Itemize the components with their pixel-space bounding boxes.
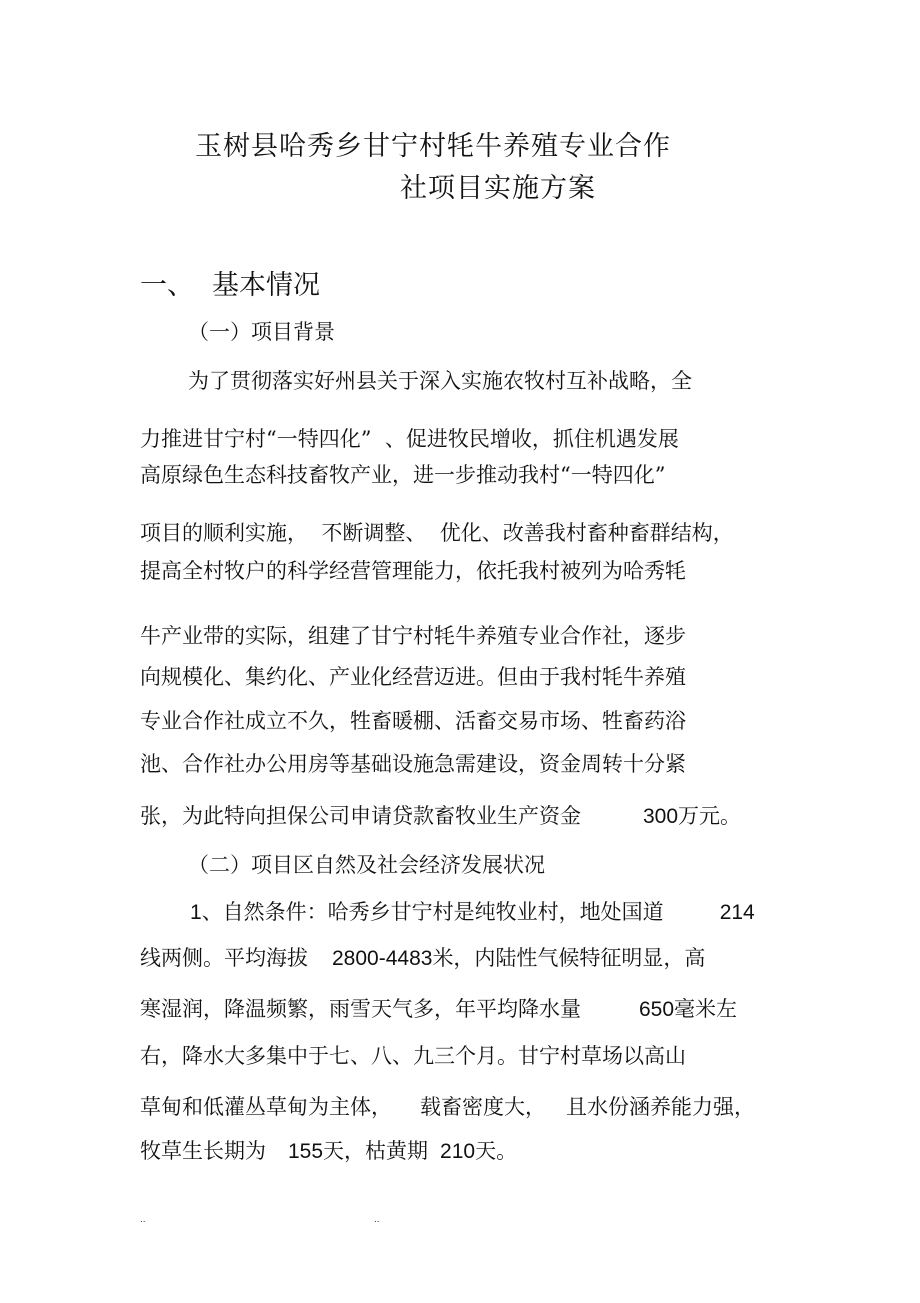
paragraph-line: 高原绿色生态科技畜牧产业，进一步推动我村“一特四化” [140,463,666,487]
document-title-line-1: 玉树县哈秀乡甘宁村牦牛养殖专业合作 [195,131,671,162]
paragraph-text: 天。 [475,1139,518,1163]
paragraph2-line-1 [190,899,755,926]
paragraph-line: 向规模化、集约化、产业化经营迈进。但由于我村牦牛养殖 [140,665,686,689]
loan-unit: 万元。 [678,804,742,828]
section-number: 一、 [140,270,194,301]
footer-mark-left: .. [140,1214,146,1225]
paragraph-text: 草甸和低灌丛草甸为主体， [140,1095,392,1119]
paragraph-text: 、自然条件：哈秀乡甘宁村是纯牧业村，地处国道 [201,900,664,924]
road-number: 214 [719,901,755,924]
paragraph-text: 张，为此特向担保公司申请贷款畜牧业生产资金 [140,804,581,828]
subsection-heading-2: （二）项目区自然及社会经济发展状况 [188,853,545,877]
paragraph-line: 提高全村牧户的科学经营管理能力，依托我村被列为哈秀牦 [140,559,686,583]
item-number: 1 [190,901,202,924]
paragraph-line: 项目的顺利实施， 不断调整、 优化、改善我村畜种畜群结构， [140,521,734,545]
paragraph-text: 天，枯黄期 [323,1139,429,1163]
paragraph2-line-3 [140,996,737,1023]
paragraph2-line-2 [140,945,705,972]
paragraph-line: 专业合作社成立不久，牲畜暖棚、活畜交易市场、牲畜药浴 [140,709,686,733]
paragraph-line-last [140,803,741,830]
paragraph-text: 寒湿润，降温频繁，雨雪天气多，年平均降水量 [140,997,581,1021]
paragraph-line: 牛产业带的实际，组建了甘宁村牦牛养殖专业合作社，逐步 [140,624,686,648]
paragraph-text: 牧草生长期为 [140,1139,266,1163]
paragraph-text: 米，内陆性气候特征明显，高 [432,946,706,970]
paragraph2-line-4: 右，降水大多集中于七、八、九三个月。甘宁村草场以高山 [140,1044,686,1068]
section-heading: 基本情况 [212,270,320,301]
footer-mark-right: .. [374,1214,380,1225]
paragraph-line: 为了贯彻落实好州县关于深入实施农牧村互补战略，全 [188,369,692,393]
subsection-heading-1: （一）项目背景 [188,320,335,344]
document-title-line-2: 社项目实施方案 [400,173,596,204]
paragraph-text: 线两侧。平均海拔 [140,946,308,970]
rainfall-value: 650 [639,998,675,1021]
paragraph-line: 力推进甘宁村“一特四化” 、促进牧民增收，抓住机遇发展 [140,427,679,451]
paragraph2-line-5 [140,1094,755,1120]
paragraph-line: 池、合作社办公用房等基础设施急需建设，资金周转十分紧 [140,752,686,776]
growing-days: 155 [288,1140,324,1163]
loan-amount: 300 [643,805,679,828]
paragraph-text: 毫米左 [674,997,738,1021]
paragraph-text: 且水份涵养能力强， [566,1095,755,1119]
altitude-range: 2800-4483 [332,947,433,970]
withering-days: 210 [440,1140,476,1163]
paragraph2-line-6 [140,1138,517,1165]
paragraph-text: 载畜密度大， [420,1095,546,1119]
